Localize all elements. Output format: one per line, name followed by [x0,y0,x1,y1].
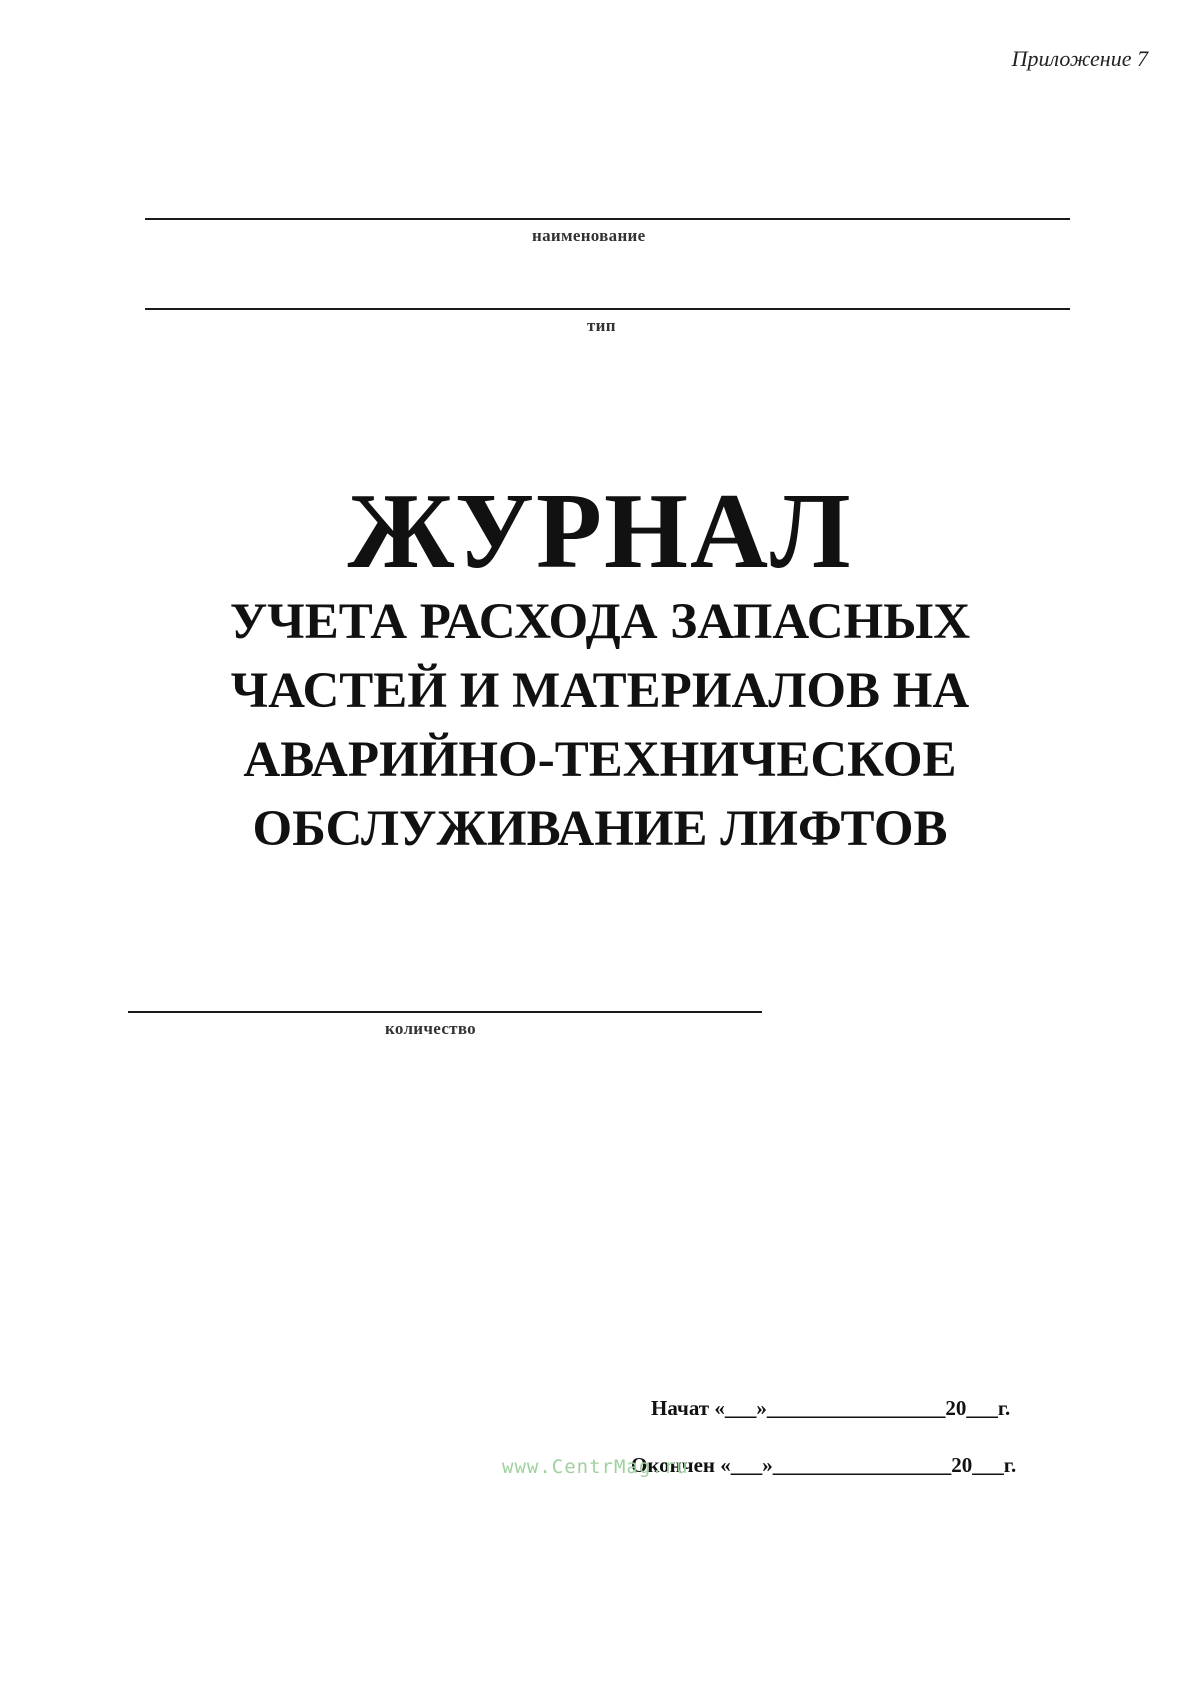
started-date: Начат «___»_________________20___г. [651,1396,1011,1420]
appendix-label: Приложение 7 [1011,46,1148,71]
finished-date: Окончен «___»_________________20___г. [631,1453,1017,1477]
document-subtitle [0,588,1200,864]
quantity-caption: количество [385,1019,476,1038]
name-line [145,218,1070,220]
name-caption: наименование [532,226,646,245]
subtitle-line: ЧАСТЕЙ И МАТЕРИАЛОВ НА [230,663,970,719]
subtitle-line: АВАРИЙНО-ТЕХНИЧЕСКОЕ [243,732,957,788]
quantity-line [128,1011,762,1013]
watermark: www.CentrMag.ru [502,1456,689,1478]
subtitle-line: ОБСЛУЖИВАНИЕ ЛИФТОВ [252,801,948,857]
type-caption: тип [587,316,616,335]
type-line [145,308,1070,310]
subtitle-line: УЧЕТА РАСХОДА ЗАПАСНЫХ [229,594,971,650]
document-title: ЖУРНАЛ [347,472,853,591]
